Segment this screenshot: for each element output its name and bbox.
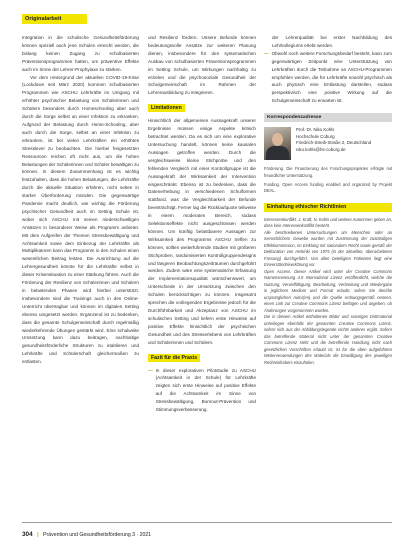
fazit-bullet [264, 50, 392, 105]
fazit-bullet-text: In dieser explorativen Pilotstudie zu ASCHU (Achtsamkeit in der Schule) für Lehrkräfte zeigten sich erste Hinweise auf positive Effekte auf die Achtsamkeit im Sinne von Stressbewältigung, Burnout-Prävention und Stimmungsverbesserung. [155, 367, 256, 413]
correspondence-block [264, 127, 392, 160]
footer-divider [22, 522, 392, 523]
body-paragraph: Hinsichtlich der allgemeinen Aussagekraft unserer Ergebnisse müssen einige Aspekte kritisch betrachtet werden. Da es sich um eine explorative Untersuchung handelt, können keine kausalen Aussagen getroffen werden. Durch die vergleichsweise kleine Stichprobe und den fehlenden Vergleich mit einer Kontrollgruppe ist die Aussagekraft der Wirksamkeit der Intervention eingeschränkt. Ebenso ist zu bedenken, dass die Datenerhebung in verschiedenen Schulformen stattfand, was die Vergleichbarkeit der Befunde beeinträchtigt. Ferner lag die Rücklaufquote teilweise in einem moderaten Bereich, sodass Selektionseffekte nicht ausgeschlossen werden können. Um künftig belastbarere Aussagen zur Wirksamkeit des Programms ASCHU treffen zu können, sollten weiterführende Studien mit größeren Stichproben, randomisierten Kontrollgruppendesigns und längeren Beobachtungszeiträumen durchgeführt werden. Zudem wäre eine systematische Erfassung der Implementationsqualität wünschenswert, um Unterschiede in der Umsetzung zwischen den Schulen berücksichtigen zu können. Insgesamt sprechen die vorliegenden Ergebnisse jedoch für die Durchführbarkeit und Akzeptanz von ASCHU im schulischen Setting und liefern erste Hinweise auf positive Effekte hinsichtlich der psychischen Gesundheit und des Stresserlebens von Lehrkräften und Schülerinnen und Schülern. [148, 118, 256, 345]
correspondence-heading: Korrespondenzadresse [264, 113, 392, 122]
funding-note-2: Funding. Open Access funding enabled and organized by Projekt DEAL. [264, 181, 392, 194]
ethics-heading: Einhaltung ethischer Richtlinien [264, 203, 392, 212]
author-name: Prof. Dr. Niko Kohls [296, 127, 335, 133]
text-column-1 [22, 34, 139, 366]
ethics-paragraph: Open Access. Dieser Artikel wird unter der Creative Commons Namensnennung 4.0 International Lizenz veröffentlicht, welche die Nutzung, Vervielfältigung, Bearbeitung, Verbreitung und Wiedergabe in jeglichem Medium und Format erlaubt, sofern Sie den/die ursprünglichen Autor(en) und die Quelle ordnungsgemäß nennen, einen Link zur Creative Commons Lizenz beifügen und angeben, ob Änderungen vorgenommen wurden. [264, 268, 392, 313]
page-footer [22, 531, 151, 538]
section-tag: Originalarbeit [22, 14, 87, 24]
body-paragraph: Integration in die schulische Gesundheitsförderung können speziell auch jene Schulen erreicht werden, die bislang keinen Zugang zu schulbasierten Präventionsprogrammen hatten, um präventive Effekte auch im Sinne der Lehrer-Prophylaxe zu stärken. [22, 35, 139, 72]
ethics-paragraph: Interessenkonflikt. J. Kraft, N. Kohls und weitere Autorinnen geben an, dass kein Interessenkonflikt besteht. [264, 216, 392, 229]
fazit-heading: Fazit für die Praxis [148, 354, 200, 362]
dash-bullet-icon: — [148, 367, 153, 373]
correspondence-text [296, 127, 371, 160]
limitations-heading: Limitationen [148, 104, 185, 112]
dash-bullet-icon: — [264, 50, 269, 56]
text-column-3 [264, 34, 392, 366]
author-address: Friedrich-Streib-Straße 2, Deutschland [296, 140, 372, 146]
author-photo-suit [266, 146, 289, 160]
page-number: 304 [22, 531, 33, 538]
body-paragraph: und Resilienz fördern. Unsere Befunde können bedeutungsvolle Ansätze zur weiteren Planung dienen, insbesondere für den systematischen Ausbau von schulbasierten Präventionsprogrammen im Setting Schule, um Wirkungen nachhaltig zu erzielen und die psychosoziale Gesundheit der Schulgemeinschaft im Rahmen der Lehrerausbildung zu integrieren. [148, 35, 256, 96]
text-column-2 [148, 34, 256, 414]
author-photo [264, 127, 291, 160]
funding-note: Förderung. Die Finanzierung des Forschungsprojektes erfolgte mit freundlicher Unterstützung. [264, 166, 392, 178]
ethics-paragraph: Alle beschriebenen Untersuchungen am Menschen oder an menschlichem Gewebe wurden mit Zustimmung der zuständigen Ethikkommission, im Einklang mit nationalem Recht sowie gemäß der Deklaration von Helsinki von 1975 (in der aktuellen, überarbeiteten Fassung) durchgeführt. Von allen beteiligten Patienten liegt eine Einverständniserklärung vor. [264, 229, 392, 268]
body-paragraph: Vor dem Hintergrund der aktuellen COVID-19-Krise (Lockdown seit März 2020) kommen schulbasierten Programmen wie ASCHU Lehrkräfte im Umgang mit erhöhter psychischer Belastung von Schülerinnen und Schülern besonders durch Homeschooling aber auch durch die Sorge selbst an einer Infektion zu erkranken. Aufgrund der Belastung durch Home-Schooling, aber auch durch die Sorge, selbst an einer Infektion zu erkranken, ist bei vielen Lehrkräften ein erhöhtes Stresslevel zu beobachten. Die hierbei freigesetzten Ressourcen reichen oft nicht aus, um die hohen Belastungen der Schülerinnen und Schüler bewältigen zu können. In diesem Zusammenhang ist es wichtig festzuhalten, dass die hohen Belastungen, die Lehrkräfte durch die aktuelle Situation erfahren, nicht selten in starker Überforderung münden. Die gegenwärtige Pandemie macht deutlich, wie wichtig die Förderung psychischer Gesundheit auch im Setting Schule ist, wobei sich ASCHU mit seinen niederschwelligen Ansätzen in besonderer Weise als Programm anbietet. Mit dem Aufgreifen der Themen Stressbewältigung und Achtsamkeit sowie dem Einbezug der Lehrkräfte als Multiplikatoren kann das Programm in den Schulen einen wesentlichen Beitrag leisten. Die Ausrichtung auf die Lehrergesundheit könnte für die Lehrkräfte selbst in dieser Krisensituation zu einer Stärkung führen. Auch die Förderung der Resilienz von Schülerinnen und Schülern in belastenden Phasen wird hierbei unterstützt. Insbesondere sind die Trainings auch in den Online-Unterricht übertragbar und können im digitalen Setting ebenso umgesetzt werden. Ergänzend ist zu bedenken, dass die gesamte Schulgemeinschaft durch regelmäßig wiederkehrende Übungen gestärkt wird. Eine schulweite Umsetzung kann dazu beitragen, nachhaltige gesundheitsförderliche Strukturen zu etablieren und Lehrkräfte und Schülerschaft gleichermaßen zu entlasten. [22, 74, 139, 365]
author-affiliation: Hochschule Coburg [296, 133, 335, 139]
body-paragraph: der Lehrerqualität bei erster Nachbildung des Lehrkollegiums erlebt werden. [272, 35, 392, 48]
fazit-bullet [148, 367, 256, 414]
journal-title: Prävention und Gesundheitsförderung 3 · 2021 [43, 532, 152, 538]
ethics-paragraph: Die in diesem Artikel enthaltenen Bilder und sonstiges Drittmaterial unterliegen ebenfalls der genannten Creative Commons Lizenz, sofern sich aus der Abbildungslegende nichts anderes ergibt. Sofern das betreffende Material nicht unter der genannten Creative Commons Lizenz steht und die betreffende Handlung nicht nach gesetzlichen Vorschriften erlaubt ist, ist für die oben aufgeführten Weiterverwendungen des Materials die Einwilligung des jeweiligen Rechteinhabers einzuholen. [264, 314, 392, 365]
author-photo-face [272, 133, 283, 146]
author-email[interactable]: niko.kohls@hs-coburg.de [296, 146, 346, 152]
fazit-bullet-text: Obwohl noch weitere Forschungsbedarf besteht, kann zum gegenwärtigen Zeitpunkt eine Unterstützung von Lehrkräften durch die Teilnahme an ASCHU-Programmen empfohlen werden, die für Lehrkräfte sowohl psychisch als auch physisch eine Entlastung darstellen, sodass perspektivisch eine positive Wirkung auf die Schulgemeinschaft zu erwarten ist. [271, 50, 392, 104]
footer-separator: | [37, 532, 39, 538]
